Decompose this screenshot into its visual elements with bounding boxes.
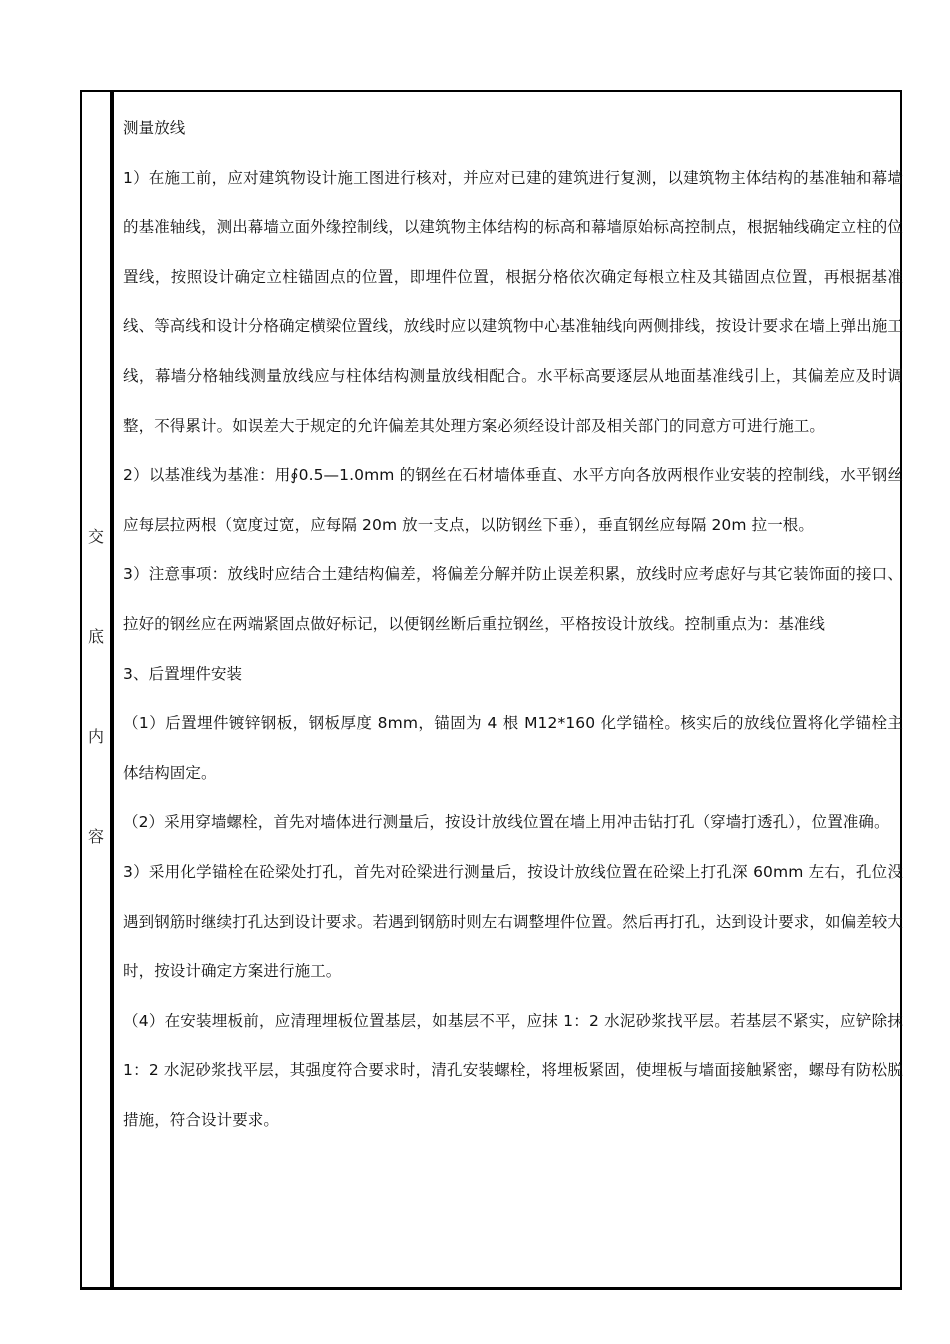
paragraph-survey-1: 1）在施工前，应对建筑物设计施工图进行核对，并应对已建的建筑进行复测，以建筑物主体结构的基准轴和幕墙的基准轴线，测出幕墙立面外缘控制线，以建筑物主体结构的标高和幕墙原始标高控制点，根据轴线确定立柱的位置线，按照设计确定立柱锚固点的位置，即埋件位置，根据分格依次确定每根立柱及其锚固点位置，再根据基准线、等高线和设计分格确定横梁位置线，放线时应以建筑物中心基准轴线向两侧排线，按设计要求在墙上弹出施工线，幕墙分格轴线测量放线应与柱体结构测量放线相配合。水平标高要逐层从地面基准线引上，其偏差应及时调整，不得累计。如误差大于规定的允许偏差其处理方案必须经设计部及相关部门的同意方可进行施工。: [123, 168, 904, 435]
label-char-4: 容: [87, 827, 104, 846]
label-char-1: 交: [87, 527, 104, 546]
label-column: [82, 92, 111, 1287]
content-body: [123, 104, 903, 1145]
paragraph-survey-3: 3）注意事项：放线时应结合土建结构偏差，将偏差分解并防止误差积累，放线时应考虑好与其它装饰面的接口、拉好的钢丝应在两端紧固点做好标记，以便钢丝断后重拉钢丝，平格按设计放线。控制重点为：基准线: [123, 565, 903, 633]
section-heading-survey: 测量放线: [123, 119, 186, 137]
disclosure-table: [80, 90, 902, 1290]
content-column: [111, 92, 904, 1287]
paragraph-survey-2: 2）以基准线为基准：用∮0.5—1.0mm 的钢丝在石材墙体垂直、水平方向各放两根作业安装的控制线，水平钢丝应每层拉两根（宽度过宽，应每隔 20m 放一支点，以防钢丝下垂），垂直钢丝应每隔 20m 拉一根。: [123, 466, 903, 534]
section-heading-embedded-parts: 3、后置埋件安装: [123, 664, 243, 683]
paragraph-embedded-1: （1）后置埋件镀锌钢板，钢板厚度 8mm，锚固为 4 根 M12*160 化学锚栓。核实后的放线位置将化学锚栓主体结构固定。: [123, 714, 903, 782]
paragraph-embedded-3: 3）采用化学锚栓在砼梁处打孔，首先对砼梁进行测量后，按设计放线位置在砼梁上打孔深 60mm 左右，孔位没遇到钢筋时继续打孔达到设计要求。若遇到钢筋时则左右调整埋件位置。然后再打孔，达到设计要求，如偏差较大时，按设计确定方案进行施工。: [123, 862, 904, 981]
label-char-3: 内: [87, 727, 104, 746]
paragraph-embedded-2: （2）采用穿墙螺栓，首先对墙体进行测量后，按设计放线位置在墙上用冲击钻打孔（穿墙打透孔），位置准确。: [123, 813, 890, 832]
paragraph-embedded-4: （4）在安装埋板前，应清理埋板位置基层，如基层不平，应抹 1：2 水泥砂浆找平层。若基层不紧实，应铲除抹 1：2 水泥砂浆找平层，其强度符合要求时，清孔安装螺栓，将埋板紧固，使埋板与墙面接触紧密，螺母有防松脱措施，符合设计要求。: [123, 1011, 903, 1129]
label-char-2: 底: [87, 627, 104, 646]
